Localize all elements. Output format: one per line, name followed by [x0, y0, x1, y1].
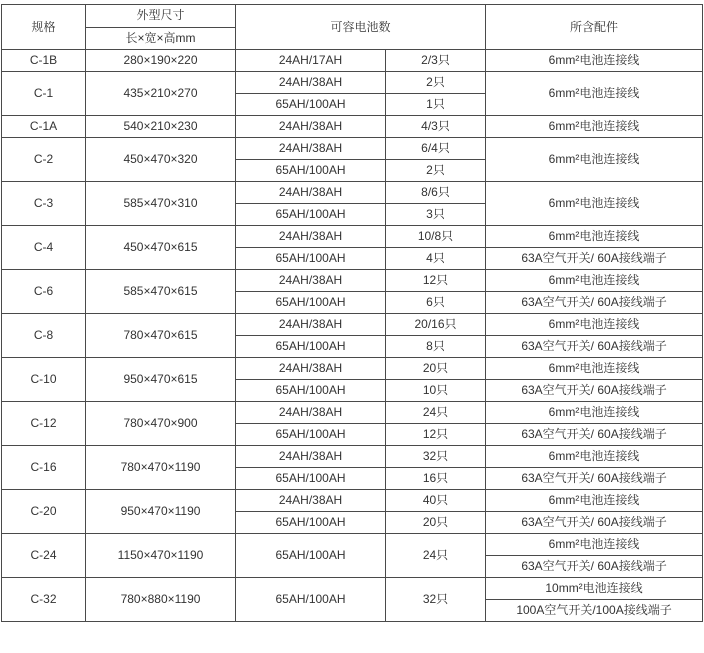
battery-count-cell: 8/6只 — [386, 182, 486, 204]
battery-count-cell: 32只 — [386, 446, 486, 468]
table-row — [2, 578, 703, 600]
battery-count-cell: 4/3只 — [386, 116, 486, 138]
accessory-cell: 10mm²电池连接线 — [486, 578, 703, 600]
battery-type-cell: 24AH/38AH — [236, 314, 386, 336]
spec-cell: C-2 — [2, 138, 86, 182]
spec-cell: C-1A — [2, 116, 86, 138]
dimensions-cell: 950×470×615 — [86, 358, 236, 402]
spec-cell: C-1B — [2, 50, 86, 72]
table-row — [2, 446, 703, 468]
spec-cell: C-1 — [2, 72, 86, 116]
battery-count-cell: 32只 — [386, 578, 486, 622]
battery-type-cell: 65AH/100AH — [236, 424, 386, 446]
accessory-cell: 6mm²电池连接线 — [486, 490, 703, 512]
battery-count-cell: 20只 — [386, 512, 486, 534]
header-capacity: 可容电池数 — [236, 5, 486, 50]
battery-type-cell: 24AH/38AH — [236, 402, 386, 424]
battery-count-cell: 24只 — [386, 402, 486, 424]
battery-count-cell: 2只 — [386, 160, 486, 182]
battery-type-cell: 24AH/38AH — [236, 446, 386, 468]
dimensions-cell: 585×470×310 — [86, 182, 236, 226]
battery-type-cell: 65AH/100AH — [236, 468, 386, 490]
battery-type-cell: 65AH/100AH — [236, 292, 386, 314]
accessory-cell: 6mm²电池连接线 — [486, 314, 703, 336]
battery-count-cell: 20/16只 — [386, 314, 486, 336]
table-row — [2, 138, 703, 160]
dimensions-cell: 450×470×615 — [86, 226, 236, 270]
table-row — [2, 534, 703, 556]
table-row — [2, 314, 703, 336]
battery-cabinet-spec-table — [1, 4, 703, 622]
battery-count-cell: 12只 — [386, 424, 486, 446]
battery-type-cell: 24AH/17AH — [236, 50, 386, 72]
accessory-cell: 6mm²电池连接线 — [486, 138, 703, 182]
accessory-cell: 6mm²电池连接线 — [486, 534, 703, 556]
battery-count-cell: 40只 — [386, 490, 486, 512]
accessory-cell: 6mm²电池连接线 — [486, 226, 703, 248]
spec-cell: C-24 — [2, 534, 86, 578]
spec-cell: C-16 — [2, 446, 86, 490]
table-row — [2, 72, 703, 94]
dimensions-cell: 780×470×900 — [86, 402, 236, 446]
accessory-cell: 63A空气开关/ 60A接线端子 — [486, 556, 703, 578]
battery-type-cell: 24AH/38AH — [236, 138, 386, 160]
spec-cell: C-3 — [2, 182, 86, 226]
battery-count-cell: 2/3只 — [386, 50, 486, 72]
dimensions-cell: 450×470×320 — [86, 138, 236, 182]
header-dimensions-unit: 长×宽×高mm — [86, 27, 236, 50]
battery-type-cell: 65AH/100AH — [236, 534, 386, 578]
spec-cell: C-8 — [2, 314, 86, 358]
dimensions-cell: 540×210×230 — [86, 116, 236, 138]
battery-count-cell: 10/8只 — [386, 226, 486, 248]
battery-type-cell: 65AH/100AH — [236, 512, 386, 534]
battery-count-cell: 24只 — [386, 534, 486, 578]
dimensions-cell: 780×880×1190 — [86, 578, 236, 622]
table-row — [2, 358, 703, 380]
spec-cell: C-10 — [2, 358, 86, 402]
accessory-cell: 63A空气开关/ 60A接线端子 — [486, 468, 703, 490]
accessory-cell: 6mm²电池连接线 — [486, 72, 703, 116]
spec-cell: C-12 — [2, 402, 86, 446]
battery-type-cell: 65AH/100AH — [236, 380, 386, 402]
battery-type-cell: 65AH/100AH — [236, 248, 386, 270]
dimensions-cell: 280×190×220 — [86, 50, 236, 72]
accessory-cell: 6mm²电池连接线 — [486, 402, 703, 424]
battery-type-cell: 24AH/38AH — [236, 182, 386, 204]
battery-type-cell: 65AH/100AH — [236, 204, 386, 226]
battery-count-cell: 6只 — [386, 292, 486, 314]
battery-count-cell: 20只 — [386, 358, 486, 380]
spec-cell: C-6 — [2, 270, 86, 314]
battery-type-cell: 24AH/38AH — [236, 358, 386, 380]
battery-type-cell: 65AH/100AH — [236, 94, 386, 116]
accessory-cell: 6mm²电池连接线 — [486, 358, 703, 380]
table-row — [2, 116, 703, 138]
accessory-cell: 63A空气开关/ 60A接线端子 — [486, 512, 703, 534]
accessory-cell: 63A空气开关/ 60A接线端子 — [486, 292, 703, 314]
accessory-cell: 63A空气开关/ 60A接线端子 — [486, 336, 703, 358]
table-row — [2, 226, 703, 248]
battery-type-cell: 24AH/38AH — [236, 226, 386, 248]
battery-count-cell: 16只 — [386, 468, 486, 490]
accessory-cell: 6mm²电池连接线 — [486, 50, 703, 72]
battery-count-cell: 1只 — [386, 94, 486, 116]
battery-type-cell: 65AH/100AH — [236, 160, 386, 182]
battery-type-cell: 65AH/100AH — [236, 336, 386, 358]
dimensions-cell: 950×470×1190 — [86, 490, 236, 534]
battery-type-cell: 24AH/38AH — [236, 116, 386, 138]
spec-cell: C-4 — [2, 226, 86, 270]
accessory-cell: 6mm²电池连接线 — [486, 270, 703, 292]
spec-cell: C-20 — [2, 490, 86, 534]
header-spec: 规格 — [2, 5, 86, 50]
accessory-cell: 63A空气开关/ 60A接线端子 — [486, 424, 703, 446]
header-accessories: 所含配件 — [486, 5, 703, 50]
battery-type-cell: 24AH/38AH — [236, 72, 386, 94]
accessory-cell: 100A空气开关/100A接线端子 — [486, 600, 703, 622]
battery-count-cell: 2只 — [386, 72, 486, 94]
dimensions-cell: 780×470×1190 — [86, 446, 236, 490]
dimensions-cell: 780×470×615 — [86, 314, 236, 358]
accessory-cell: 6mm²电池连接线 — [486, 116, 703, 138]
table-row — [2, 182, 703, 204]
dimensions-cell: 435×210×270 — [86, 72, 236, 116]
table-row — [2, 490, 703, 512]
table-row — [2, 50, 703, 72]
dimensions-cell: 1150×470×1190 — [86, 534, 236, 578]
table-body — [2, 50, 703, 622]
battery-type-cell: 24AH/38AH — [236, 270, 386, 292]
accessory-cell: 6mm²电池连接线 — [486, 182, 703, 226]
battery-count-cell: 3只 — [386, 204, 486, 226]
battery-count-cell: 8只 — [386, 336, 486, 358]
table-row — [2, 270, 703, 292]
dimensions-cell: 585×470×615 — [86, 270, 236, 314]
table-row — [2, 402, 703, 424]
battery-count-cell: 12只 — [386, 270, 486, 292]
accessory-cell: 6mm²电池连接线 — [486, 446, 703, 468]
battery-count-cell: 6/4只 — [386, 138, 486, 160]
accessory-cell: 63A空气开关/ 60A接线端子 — [486, 248, 703, 270]
header-dimensions: 外型尺寸 — [86, 5, 236, 28]
battery-count-cell: 4只 — [386, 248, 486, 270]
accessory-cell: 63A空气开关/ 60A接线端子 — [486, 380, 703, 402]
battery-count-cell: 10只 — [386, 380, 486, 402]
battery-type-cell: 65AH/100AH — [236, 578, 386, 622]
spec-cell: C-32 — [2, 578, 86, 622]
battery-type-cell: 24AH/38AH — [236, 490, 386, 512]
